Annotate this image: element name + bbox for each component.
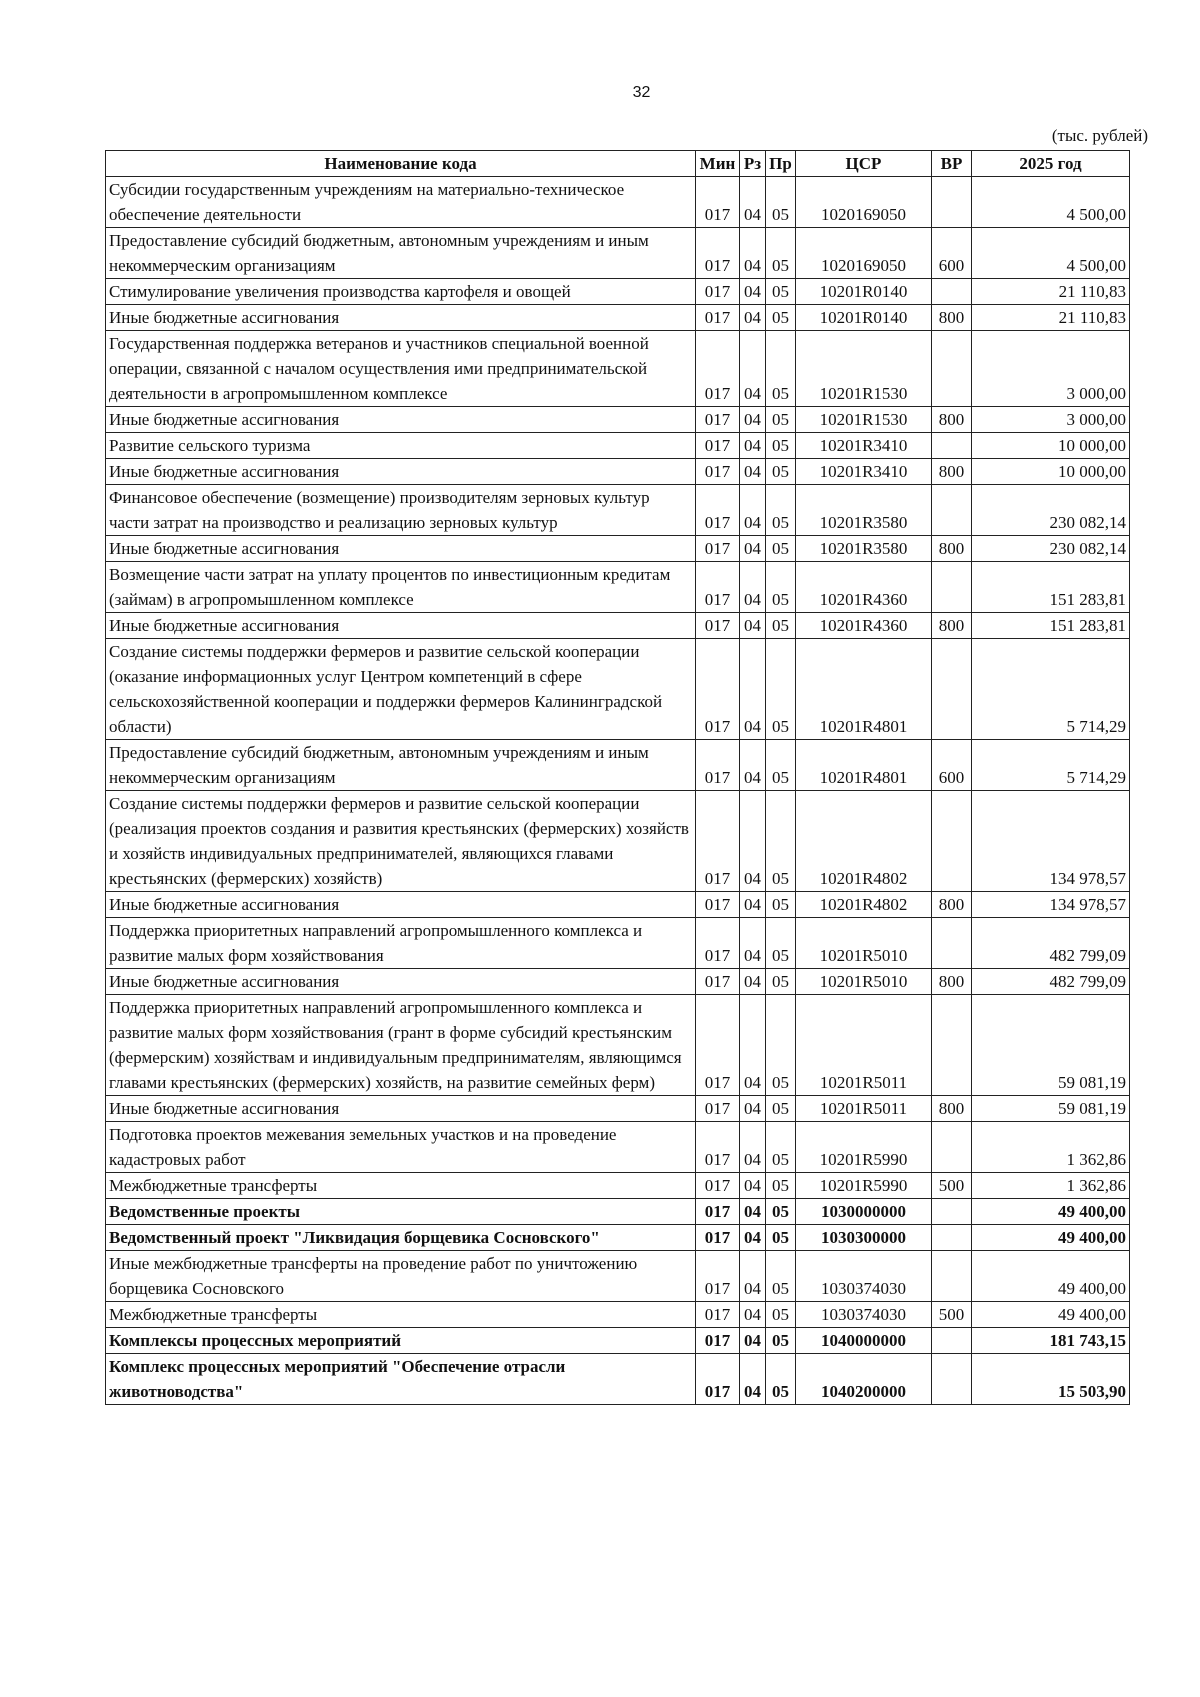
cell-vr [932,1199,972,1225]
cell-min: 017 [696,613,740,639]
cell-vr: 800 [932,305,972,331]
cell-min: 017 [696,485,740,536]
cell-csr: 10201R5990 [796,1122,932,1173]
cell-pr: 05 [766,177,796,228]
cell-csr: 10201R5010 [796,969,932,995]
table-header-row [106,151,1130,177]
cell-csr: 1030374030 [796,1251,932,1302]
table-row [106,1173,1130,1199]
cell-vr [932,433,972,459]
cell-name: Подготовка проектов межевания земельных участков и на проведение кадастровых работ [106,1122,696,1173]
cell-name: Стимулирование увеличения производства картофеля и овощей [106,279,696,305]
cell-pr: 05 [766,407,796,433]
cell-vr [932,639,972,740]
cell-rz: 04 [740,969,766,995]
cell-name: Развитие сельского туризма [106,433,696,459]
cell-csr: 10201R3410 [796,433,932,459]
cell-csr: 10201R5010 [796,918,932,969]
table-row [106,1225,1130,1251]
cell-csr: 10201R4802 [796,791,932,892]
table-row [106,407,1130,433]
cell-amount: 5 714,29 [972,639,1130,740]
cell-amount: 49 400,00 [972,1302,1130,1328]
cell-csr: 10201R4801 [796,639,932,740]
cell-name: Финансовое обеспечение (возмещение) производителям зерновых культур части затрат на производство и реализацию зерновых культур [106,485,696,536]
cell-name: Иные бюджетные ассигнования [106,969,696,995]
cell-min: 017 [696,279,740,305]
cell-amount: 3 000,00 [972,407,1130,433]
cell-csr: 10201R4801 [796,740,932,791]
budget-table [105,150,1130,1405]
cell-rz: 04 [740,1251,766,1302]
cell-vr [932,485,972,536]
table-row [106,1251,1130,1302]
cell-name: Иные бюджетные ассигнования [106,1096,696,1122]
cell-name: Иные бюджетные ассигнования [106,459,696,485]
cell-rz: 04 [740,228,766,279]
cell-rz: 04 [740,1173,766,1199]
cell-min: 017 [696,1251,740,1302]
cell-min: 017 [696,305,740,331]
cell-vr [932,1225,972,1251]
cell-min: 017 [696,459,740,485]
cell-pr: 05 [766,536,796,562]
cell-amount: 230 082,14 [972,536,1130,562]
cell-rz: 04 [740,1302,766,1328]
table-row [106,1302,1130,1328]
cell-amount: 482 799,09 [972,969,1130,995]
cell-name: Иные бюджетные ассигнования [106,892,696,918]
cell-csr: 1040000000 [796,1328,932,1354]
cell-amount: 49 400,00 [972,1251,1130,1302]
cell-name: Субсидии государственным учреждениям на материально-техническое обеспечение деятельности [106,177,696,228]
cell-min: 017 [696,407,740,433]
cell-amount: 59 081,19 [972,995,1130,1096]
table-row [106,305,1130,331]
table-row [106,892,1130,918]
cell-pr: 05 [766,639,796,740]
cell-min: 017 [696,1199,740,1225]
cell-pr: 05 [766,892,796,918]
cell-pr: 05 [766,1173,796,1199]
cell-vr: 600 [932,228,972,279]
cell-rz: 04 [740,892,766,918]
cell-rz: 04 [740,613,766,639]
cell-amount: 4 500,00 [972,177,1130,228]
table-row [106,1122,1130,1173]
cell-amount: 134 978,57 [972,791,1130,892]
cell-rz: 04 [740,407,766,433]
table-row [106,433,1130,459]
table-row [106,969,1130,995]
cell-vr [932,1328,972,1354]
cell-name: Ведомственный проект "Ликвидация борщевика Сосновского" [106,1225,696,1251]
cell-name: Иные межбюджетные трансферты на проведение работ по уничтожению борщевика Сосновского [106,1251,696,1302]
cell-pr: 05 [766,1354,796,1405]
cell-csr: 1030000000 [796,1199,932,1225]
cell-csr: 10201R1530 [796,331,932,407]
cell-pr: 05 [766,740,796,791]
cell-rz: 04 [740,331,766,407]
cell-amount: 5 714,29 [972,740,1130,791]
cell-amount: 230 082,14 [972,485,1130,536]
cell-pr: 05 [766,1302,796,1328]
cell-vr: 800 [932,407,972,433]
cell-amount: 1 362,86 [972,1173,1130,1199]
table-row [106,536,1130,562]
cell-name: Иные бюджетные ассигнования [106,305,696,331]
cell-csr: 10201R4360 [796,613,932,639]
header-rz: Рз [740,151,766,177]
cell-vr [932,562,972,613]
cell-name: Поддержка приоритетных направлений агропромышленного комплекса и развитие малых форм хозяйствования [106,918,696,969]
table-row [106,331,1130,407]
cell-vr: 800 [932,892,972,918]
cell-pr: 05 [766,1328,796,1354]
cell-rz: 04 [740,433,766,459]
cell-vr [932,177,972,228]
cell-name: Государственная поддержка ветеранов и участников специальной военной операции, связанной с началом осуществления ими предпринимательской деятельности в агропромышленном комплексе [106,331,696,407]
cell-name: Предоставление субсидий бюджетным, автономным учреждениям и иным некоммерческим организациям [106,740,696,791]
cell-rz: 04 [740,995,766,1096]
cell-pr: 05 [766,1251,796,1302]
cell-pr: 05 [766,279,796,305]
cell-vr [932,918,972,969]
table-body [106,177,1130,1405]
table-row [106,791,1130,892]
cell-pr: 05 [766,485,796,536]
cell-pr: 05 [766,1096,796,1122]
cell-name: Иные бюджетные ассигнования [106,536,696,562]
cell-amount: 15 503,90 [972,1354,1130,1405]
cell-pr: 05 [766,1225,796,1251]
cell-min: 017 [696,791,740,892]
cell-min: 017 [696,1096,740,1122]
cell-min: 017 [696,536,740,562]
cell-csr: 1030374030 [796,1302,932,1328]
cell-rz: 04 [740,485,766,536]
cell-rz: 04 [740,1225,766,1251]
cell-csr: 10201R3580 [796,485,932,536]
table-row [106,918,1130,969]
cell-rz: 04 [740,1096,766,1122]
cell-name: Иные бюджетные ассигнования [106,613,696,639]
cell-pr: 05 [766,791,796,892]
cell-csr: 10201R4360 [796,562,932,613]
cell-csr: 10201R0140 [796,305,932,331]
cell-vr [932,1251,972,1302]
cell-amount: 49 400,00 [972,1199,1130,1225]
cell-csr: 1020169050 [796,177,932,228]
cell-name: Предоставление субсидий бюджетным, автономным учреждениям и иным некоммерческим организациям [106,228,696,279]
cell-rz: 04 [740,1354,766,1405]
cell-amount: 151 283,81 [972,613,1130,639]
cell-min: 017 [696,177,740,228]
cell-rz: 04 [740,279,766,305]
table-row [106,562,1130,613]
table-row [106,613,1130,639]
cell-pr: 05 [766,969,796,995]
cell-amount: 4 500,00 [972,228,1130,279]
cell-min: 017 [696,918,740,969]
cell-amount: 151 283,81 [972,562,1130,613]
cell-name: Иные бюджетные ассигнования [106,407,696,433]
page-number: 32 [632,84,651,101]
header-csr: ЦСР [796,151,932,177]
cell-vr: 800 [932,1096,972,1122]
cell-pr: 05 [766,613,796,639]
cell-pr: 05 [766,305,796,331]
cell-csr: 10201R0140 [796,279,932,305]
cell-rz: 04 [740,562,766,613]
cell-amount: 49 400,00 [972,1225,1130,1251]
cell-pr: 05 [766,562,796,613]
cell-amount: 1 362,86 [972,1122,1130,1173]
cell-csr: 10201R3580 [796,536,932,562]
cell-min: 017 [696,892,740,918]
cell-vr [932,331,972,407]
table-row [106,1354,1130,1405]
cell-amount: 21 110,83 [972,279,1130,305]
table-row [106,177,1130,228]
header-vr: ВР [932,151,972,177]
cell-min: 017 [696,740,740,791]
cell-vr: 800 [932,969,972,995]
table-row [106,1328,1130,1354]
table-row [106,485,1130,536]
cell-min: 017 [696,433,740,459]
cell-vr [932,1122,972,1173]
cell-pr: 05 [766,228,796,279]
table-row [106,459,1130,485]
cell-min: 017 [696,562,740,613]
cell-name: Поддержка приоритетных направлений агропромышленного комплекса и развитие малых форм хозяйствования (грант в форме субсидий крестьянским (фермерским) хозяйствам и индивидуальным предпринимателям, являющимся главами крестьянских (фермерских) хозяйств, на развитие семейных ферм) [106,995,696,1096]
cell-min: 017 [696,1225,740,1251]
header-name: Наименование кода [106,151,696,177]
table-row [106,740,1130,791]
cell-vr: 800 [932,613,972,639]
cell-amount: 134 978,57 [972,892,1130,918]
cell-min: 017 [696,969,740,995]
cell-rz: 04 [740,918,766,969]
cell-name: Межбюджетные трансферты [106,1302,696,1328]
cell-pr: 05 [766,331,796,407]
cell-rz: 04 [740,1122,766,1173]
table-row [106,639,1130,740]
cell-pr: 05 [766,1199,796,1225]
cell-pr: 05 [766,1122,796,1173]
cell-amount: 181 743,15 [972,1328,1130,1354]
cell-min: 017 [696,639,740,740]
table-row [106,279,1130,305]
cell-csr: 10201R5011 [796,995,932,1096]
cell-rz: 04 [740,639,766,740]
cell-amount: 21 110,83 [972,305,1130,331]
cell-amount: 482 799,09 [972,918,1130,969]
table-row [106,1199,1130,1225]
cell-vr: 600 [932,740,972,791]
cell-min: 017 [696,228,740,279]
cell-amount: 59 081,19 [972,1096,1130,1122]
header-pr: Пр [766,151,796,177]
cell-min: 017 [696,1173,740,1199]
header-amount: 2025 год [972,151,1130,177]
cell-min: 017 [696,1328,740,1354]
cell-name: Комплекс процессных мероприятий "Обеспечение отрасли животноводства" [106,1354,696,1405]
cell-csr: 10201R5011 [796,1096,932,1122]
cell-rz: 04 [740,740,766,791]
cell-name: Ведомственные проекты [106,1199,696,1225]
cell-rz: 04 [740,1199,766,1225]
cell-min: 017 [696,1354,740,1405]
cell-vr: 500 [932,1302,972,1328]
cell-csr: 1020169050 [796,228,932,279]
cell-name: Межбюджетные трансферты [106,1173,696,1199]
cell-amount: 3 000,00 [972,331,1130,407]
table-row [106,995,1130,1096]
cell-csr: 1030300000 [796,1225,932,1251]
table-row [106,1096,1130,1122]
cell-rz: 04 [740,459,766,485]
cell-rz: 04 [740,791,766,892]
cell-rz: 04 [740,177,766,228]
cell-vr: 800 [932,536,972,562]
cell-vr [932,995,972,1096]
cell-vr: 500 [932,1173,972,1199]
cell-pr: 05 [766,433,796,459]
cell-csr: 10201R1530 [796,407,932,433]
cell-csr: 10201R4802 [796,892,932,918]
cell-pr: 05 [766,459,796,485]
cell-amount: 10 000,00 [972,433,1130,459]
table-row [106,228,1130,279]
cell-rz: 04 [740,1328,766,1354]
cell-pr: 05 [766,918,796,969]
cell-min: 017 [696,995,740,1096]
cell-amount: 10 000,00 [972,459,1130,485]
cell-rz: 04 [740,536,766,562]
cell-csr: 10201R5990 [796,1173,932,1199]
cell-rz: 04 [740,305,766,331]
cell-pr: 05 [766,995,796,1096]
cell-csr: 10201R3410 [796,459,932,485]
cell-csr: 1040200000 [796,1354,932,1405]
cell-min: 017 [696,1302,740,1328]
cell-name: Возмещение части затрат на уплату процентов по инвестиционным кредитам (займам) в агропромышленном комплексе [106,562,696,613]
cell-name: Комплексы процессных мероприятий [106,1328,696,1354]
header-min: Мин [696,151,740,177]
cell-vr: 800 [932,459,972,485]
cell-name: Создание системы поддержки фермеров и развитие сельской кооперации (реализация проектов создания и развития крестьянских (фермерских) хозяйств и хозяйств индивидуальных предпринимателей, являющихся главами крестьянских (фермерских) хозяйств) [106,791,696,892]
cell-vr [932,791,972,892]
cell-vr [932,1354,972,1405]
cell-min: 017 [696,331,740,407]
units-label: (тыс. рублей) [1051,126,1148,145]
cell-min: 017 [696,1122,740,1173]
cell-name: Создание системы поддержки фермеров и развитие сельской кооперации (оказание информационных услуг Центром компетенций в сфере сельскохозяйственной кооперации и поддержки фермеров Калининградской области) [106,639,696,740]
cell-vr [932,279,972,305]
